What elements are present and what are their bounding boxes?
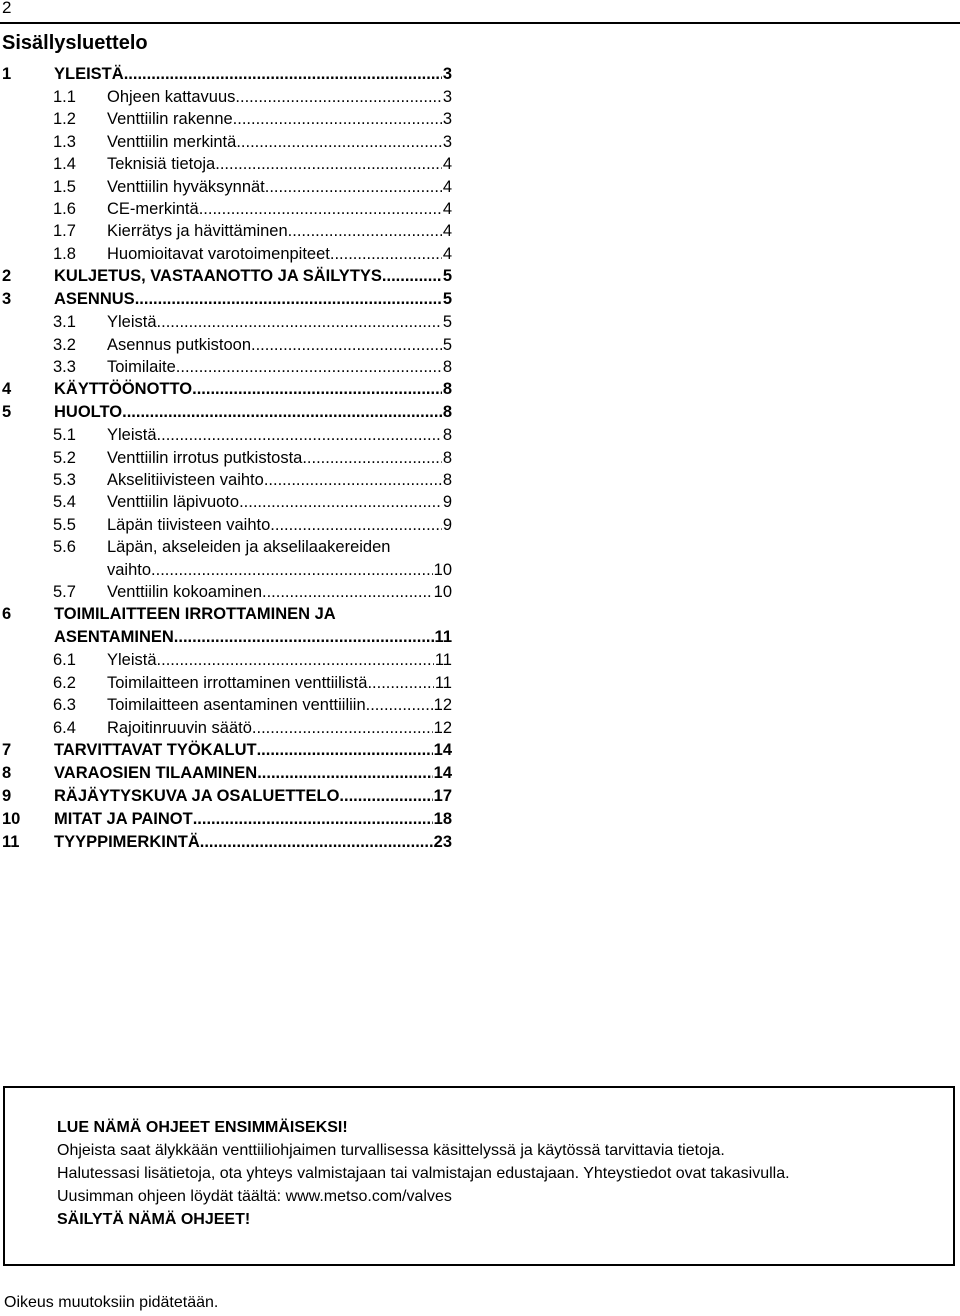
- toc-entry-line: [54, 762, 452, 785]
- toc-entry-number: 6.1: [53, 651, 76, 670]
- toc-dot-leader: [215, 153, 442, 175]
- toc-entry-number: 4: [2, 380, 12, 399]
- toc-dot-leader: [199, 198, 442, 220]
- toc-entry[interactable]: [0, 311, 460, 333]
- toc-entry-title: Venttiilin hyväksynnät: [107, 177, 265, 196]
- toc-entry-line: [107, 447, 452, 469]
- toc-entry-line: [54, 739, 452, 762]
- toc-dot-leader: [264, 469, 442, 491]
- toc-entry[interactable]: [0, 243, 460, 265]
- toc-entry-number: 1.5: [53, 177, 76, 196]
- toc-entry-page: 3: [442, 88, 452, 106]
- toc-entry-page: 5: [442, 267, 452, 286]
- toc-entry-title: TYYPPIMERKINTÄ: [54, 832, 200, 851]
- toc-entry-title: Läpän tiivisteen vaihto: [107, 515, 271, 534]
- toc-entry-line: [107, 243, 452, 265]
- toc-dot-leader: [302, 447, 441, 469]
- toc-entry-title: Ohjeen kattavuus: [107, 88, 236, 106]
- toc-entry-title: ASENNUS: [54, 290, 135, 309]
- toc-dot-leader: [157, 311, 442, 333]
- toc-entry[interactable]: [0, 424, 460, 446]
- toc-entry-number: 8: [2, 763, 12, 782]
- toc-entry-title: YLEISTÄ: [54, 65, 124, 83]
- toc-entry-title: Toimilaite: [107, 357, 176, 376]
- toc-entry-title: Venttiilin irrotus putkistosta: [107, 448, 303, 467]
- toc-entry[interactable]: [0, 198, 460, 220]
- toc-dot-leader: [367, 672, 433, 694]
- notice-box: [3, 1086, 955, 1266]
- toc-entry[interactable]: [0, 536, 460, 558]
- toc-entry-title: HUOLTO: [54, 403, 123, 422]
- toc-entry-page: 4: [442, 155, 452, 174]
- page-number: 2: [2, 0, 12, 17]
- toc-entry-line: [54, 401, 452, 424]
- toc-entry-title: Rajoitinruuvin säätö: [107, 718, 252, 737]
- toc-entry-title-continued: vaihto: [107, 560, 152, 579]
- toc-entry-line: [107, 153, 452, 175]
- toc-entry-title: TARVITTAVAT TYÖKALUT: [54, 740, 257, 759]
- toc-dot-leader: [257, 739, 433, 762]
- toc-dot-leader: [330, 243, 442, 265]
- toc-entry-line: [107, 198, 452, 220]
- toc-entry-title: MITAT JA PAINOT: [54, 809, 193, 828]
- toc-entry-number: 1.1: [53, 88, 76, 106]
- toc-entry-line: [107, 672, 452, 694]
- toc-entry-line: [54, 63, 452, 86]
- toc-entry-number: 5.3: [53, 471, 76, 490]
- toc-entry-page: 10: [433, 560, 452, 579]
- toc-dot-leader: [257, 762, 432, 785]
- toc-entry[interactable]: [0, 86, 460, 108]
- toc-entry[interactable]: [0, 603, 460, 626]
- toc-entry-number: 1.8: [53, 244, 76, 263]
- toc-entry-page: 5: [442, 313, 452, 332]
- toc-entry-title: Yleistä: [107, 426, 157, 445]
- toc-entry-line: [107, 514, 452, 536]
- toc-entry-line: [107, 86, 452, 108]
- toc-entry[interactable]: [0, 739, 460, 762]
- toc-entry[interactable]: [0, 288, 460, 311]
- toc-entry-page: 4: [442, 222, 452, 241]
- notice-line-3: Uusimman ohjeen löydät täältä: www.metso.com/valves: [57, 1188, 452, 1205]
- toc-entry[interactable]: [0, 447, 460, 469]
- toc-entry[interactable]: [0, 491, 460, 513]
- toc-entry-title: RÄJÄYTYSKUVA JA OSALUETTELO: [54, 786, 340, 805]
- toc-entry-number: 6.2: [53, 673, 76, 692]
- toc-entry[interactable]: [0, 717, 460, 739]
- toc-dot-leader: [157, 649, 434, 671]
- toc-dot-leader: [235, 86, 441, 108]
- toc-entry-title: Venttiilin läpivuoto: [107, 493, 240, 512]
- toc-entry-page: 5: [442, 290, 452, 309]
- toc-entry[interactable]: [0, 831, 460, 854]
- toc-entry-number: 3.1: [53, 313, 76, 332]
- toc-entry[interactable]: [0, 694, 460, 716]
- toc-entry-page: 11: [434, 628, 452, 647]
- toc-entry-number: 11: [2, 832, 20, 851]
- toc-entry-number: 1.6: [53, 199, 76, 218]
- toc-entry-title: KULJETUS, VASTAANOTTO JA SÄILYTYS: [54, 267, 382, 286]
- toc-entry-line: [54, 785, 452, 808]
- notice-content: [57, 1116, 790, 1231]
- toc-entry-number: 7: [2, 740, 12, 759]
- notice-heading: LUE NÄMÄ OHJEET ENSIMMÄISEKSI!: [57, 1119, 348, 1136]
- toc-entry-line: [107, 717, 452, 739]
- toc-entry-page: 3: [442, 65, 452, 83]
- toc-dot-leader: [239, 491, 442, 513]
- toc-entry-number: 6: [2, 605, 12, 624]
- toc-dot-leader: [366, 694, 433, 716]
- toc-entry-number: 5.6: [53, 538, 76, 557]
- toc-entry-page: 4: [442, 244, 452, 263]
- toc-entry-line: [54, 831, 452, 854]
- toc-entry-page: 5: [442, 335, 452, 354]
- toc-entry-number: 9: [2, 786, 12, 805]
- toc-entry-line: [107, 559, 452, 581]
- toc-entry-line: [107, 311, 452, 333]
- toc-entry[interactable]: [0, 153, 460, 175]
- toc-entry-title: Venttiilin merkintä: [107, 132, 237, 151]
- toc-dot-leader: [176, 356, 442, 378]
- toc-dot-leader: [174, 626, 434, 649]
- toc-entry-page: 3: [442, 110, 452, 129]
- toc-entry-page: 18: [433, 809, 452, 828]
- toc-entry-title: Toimilaitteen asentaminen venttiiliin: [107, 696, 366, 715]
- toc-entry-line: [107, 220, 452, 242]
- toc-entry-page: 23: [433, 832, 452, 851]
- toc-entry-number: 6.3: [53, 696, 76, 715]
- toc-entry[interactable]: [0, 785, 460, 808]
- toc-entry-number: 1: [2, 65, 12, 83]
- toc-entry-number: 5.5: [53, 515, 76, 534]
- toc-dot-leader: [265, 176, 442, 198]
- toc-entry[interactable]: [0, 334, 460, 356]
- toc-entry[interactable]: [0, 108, 460, 130]
- toc-entry-page: 8: [442, 471, 452, 490]
- toc-entry-title-continued: ASENTAMINEN: [54, 628, 174, 647]
- toc-entry-title: Huomioitavat varotoimenpiteet: [107, 244, 330, 263]
- toc-entry-title: Venttiilin rakenne: [107, 110, 233, 129]
- toc-entry[interactable]: [0, 649, 460, 671]
- toc-entry-line: [107, 108, 452, 130]
- toc-entry-title: Kierrätys ja hävittäminen: [107, 222, 288, 241]
- toc-entry-page: 12: [433, 718, 452, 737]
- toc-entry-number: 5.2: [53, 448, 76, 467]
- toc-entry-line: [107, 581, 452, 603]
- notice-closing: SÄILYTÄ NÄMÄ OHJEET!: [57, 1211, 251, 1228]
- toc-entry-title: Akselitiivisteen vaihto: [107, 471, 264, 490]
- toc-entry-number: 3.3: [53, 357, 76, 376]
- toc-entry-title: Yleistä: [107, 651, 157, 670]
- toc-entry-number: 5.1: [53, 426, 76, 445]
- toc-entry[interactable]: [0, 401, 460, 424]
- toc-entry[interactable]: [0, 808, 460, 831]
- toc-entry-title: Asennus putkistoon: [107, 335, 252, 354]
- toc-entry-number: 2: [2, 267, 12, 286]
- toc-entry-page: 9: [442, 515, 452, 534]
- toc-entry-number: 5.7: [53, 583, 76, 602]
- toc-entry-line: [107, 176, 452, 198]
- toc-entry-line: [107, 424, 452, 446]
- toc-dot-leader: [233, 108, 442, 130]
- toc-entry[interactable]: [0, 469, 460, 491]
- toc-entry-page: 11: [434, 673, 452, 692]
- footer-note: Oikeus muutoksiin pidätetään.: [4, 1294, 219, 1311]
- toc-entry-page: 14: [433, 740, 452, 759]
- toc-entry-continuation[interactable]: [0, 626, 460, 649]
- toc-entry-line: [54, 378, 452, 401]
- toc-dot-leader: [382, 265, 442, 288]
- toc-entry-page: 4: [442, 177, 452, 196]
- toc-entry-line: [107, 649, 452, 671]
- toc-entry-number: 5.4: [53, 493, 76, 512]
- toc-entry[interactable]: [0, 581, 460, 603]
- notice-line-2: Halutessasi lisätietoja, ota yhteys valmistajaan tai valmistajan edustajaan. Yhteystiedot ovat takasivulla.: [57, 1165, 790, 1182]
- toc-entry-title: Yleistä: [107, 313, 157, 332]
- toc-dot-leader: [251, 334, 442, 356]
- toc-entry[interactable]: [0, 131, 460, 153]
- toc-entry-title: VARAOSIEN TILAAMINEN: [54, 763, 258, 782]
- toc-entry-page: 11: [434, 651, 452, 670]
- toc-entry[interactable]: [0, 176, 460, 198]
- toc-entry-number: 3: [2, 290, 12, 309]
- header-rule: [0, 22, 960, 24]
- toc-entry-page: 8: [442, 426, 452, 445]
- toc-dot-leader: [151, 559, 433, 581]
- toc-dot-leader: [262, 581, 433, 603]
- toc-dot-leader: [135, 288, 442, 311]
- toc-title: Sisällysluettelo: [2, 32, 148, 54]
- toc-entry[interactable]: [0, 356, 460, 378]
- toc-entry-line: [54, 626, 452, 649]
- toc-entry-title: Läpän, akseleiden ja akselilaakereiden: [107, 538, 391, 557]
- toc-entry-page: 12: [433, 696, 452, 715]
- toc-entry-number: 5: [2, 403, 12, 422]
- toc-entry-number: 1.7: [53, 222, 76, 241]
- toc-entry-line: [54, 288, 452, 311]
- toc-entry-line: [107, 694, 452, 716]
- toc-entry-page: 10: [433, 583, 452, 602]
- toc-entry-line: [107, 131, 452, 153]
- toc-entry-page: 8: [442, 403, 452, 422]
- toc-entry-page: 14: [433, 763, 452, 782]
- toc-entry[interactable]: [0, 265, 460, 288]
- toc-entry[interactable]: [0, 63, 460, 86]
- toc-entry-line: [107, 334, 452, 356]
- toc-entry-number: 1.4: [53, 155, 76, 174]
- toc-entry-number: 1.3: [53, 132, 76, 151]
- toc-entry-continuation[interactable]: [0, 559, 460, 581]
- toc-entry-number: 10: [2, 809, 21, 828]
- toc-dot-leader: [200, 831, 433, 854]
- toc-entry-title: TOIMILAITTEEN IRROTTAMINEN JA: [54, 605, 336, 624]
- toc-entry-title: Toimilaitteen irrottaminen venttiilistä: [107, 673, 368, 692]
- toc-entry[interactable]: [0, 762, 460, 785]
- toc-entry-line: [54, 808, 452, 831]
- toc-entry-page: 8: [442, 448, 452, 467]
- toc-dot-leader: [192, 378, 442, 401]
- toc-entry-title: Teknisiä tietoja: [107, 155, 216, 174]
- toc-dot-leader: [288, 220, 442, 242]
- toc-dot-leader: [339, 785, 432, 808]
- toc-dot-leader: [157, 424, 442, 446]
- toc-entry-number: 6.4: [53, 718, 76, 737]
- toc-entry-title: CE-merkintä: [107, 199, 199, 218]
- toc-entry-page: 9: [442, 493, 452, 512]
- toc-entry-page: 8: [442, 380, 452, 399]
- toc-entry-page: 3: [442, 132, 452, 151]
- toc-dot-leader: [193, 808, 433, 831]
- toc-entry-page: 8: [442, 357, 452, 376]
- table-of-contents: [0, 63, 460, 854]
- toc-entry[interactable]: [0, 378, 460, 401]
- toc-entry[interactable]: [0, 672, 460, 694]
- toc-entry-line: [107, 469, 452, 491]
- toc-entry[interactable]: [0, 514, 460, 536]
- toc-entry-title: Venttiilin kokoaminen: [107, 583, 263, 602]
- toc-dot-leader: [236, 131, 442, 153]
- toc-entry-line: [107, 491, 452, 513]
- toc-dot-leader: [270, 514, 442, 536]
- toc-entry-number: 3.2: [53, 335, 76, 354]
- toc-entry-page: 4: [442, 199, 452, 218]
- toc-entry-page: 17: [433, 786, 452, 805]
- toc-entry-number: 1.2: [53, 110, 76, 129]
- toc-dot-leader: [124, 63, 442, 86]
- toc-entry[interactable]: [0, 220, 460, 242]
- toc-entry-line: [54, 265, 452, 288]
- toc-dot-leader: [252, 717, 433, 739]
- toc-entry-line: [107, 356, 452, 378]
- notice-line-1: Ohjeista saat älykkään venttiiliohjaimen turvallisessa käsittelyssä ja käytössä tarvittavia tietoja.: [57, 1142, 725, 1159]
- toc-entry-title: KÄYTTÖÖNOTTO: [54, 380, 193, 399]
- toc-dot-leader: [122, 401, 442, 424]
